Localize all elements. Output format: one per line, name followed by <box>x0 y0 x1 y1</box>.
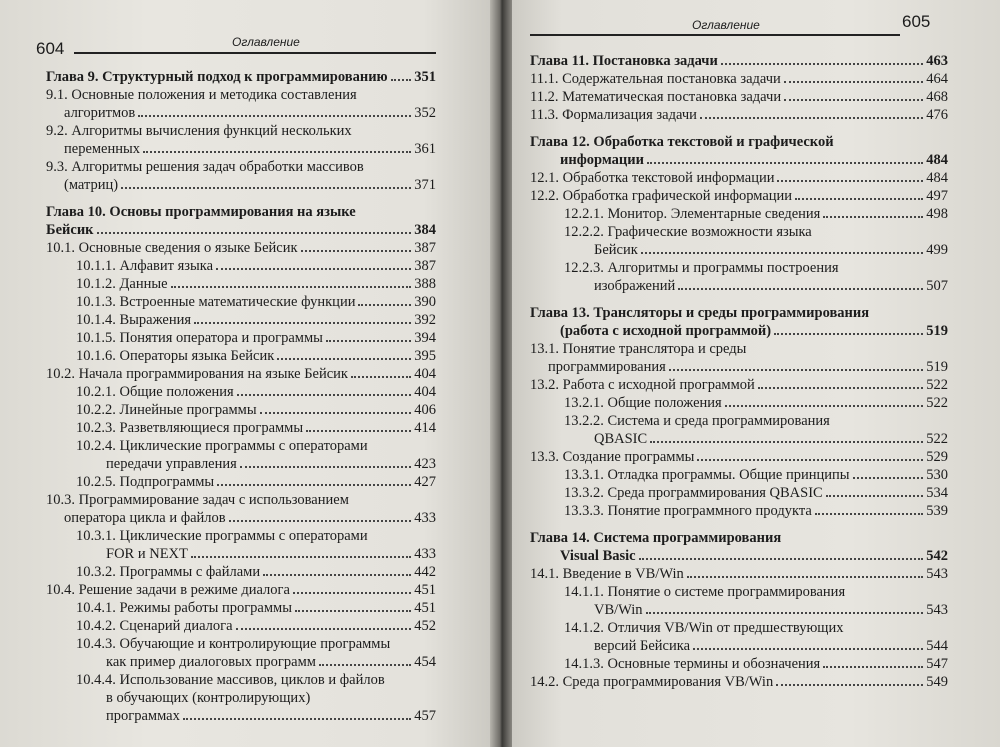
toc-entry <box>46 653 436 671</box>
toc-entry <box>530 601 948 619</box>
toc-page-number: 544 <box>926 638 948 654</box>
toc-entry <box>46 293 436 311</box>
toc-entry <box>530 241 948 259</box>
table-of-contents <box>46 68 436 725</box>
dot-leader <box>391 79 412 81</box>
toc-page-number: 390 <box>414 294 436 310</box>
toc-page-number: 423 <box>414 456 436 472</box>
toc-entry-title: программирования <box>548 359 666 375</box>
toc-entry-title: 10.2.2. Линейные программы <box>76 402 257 418</box>
toc-entry-title: 9.3. Алгоритмы решения задач обработки массивов <box>46 159 364 175</box>
toc-entry-title: 10.4.3. Обучающие и контролирующие программы <box>76 636 391 652</box>
toc-entry <box>530 340 948 358</box>
toc-page-number: 539 <box>926 503 948 519</box>
dot-leader <box>237 394 412 396</box>
toc-entry-title: Бейсик <box>46 222 94 238</box>
toc-entry <box>530 169 948 187</box>
toc-entry-title: 10.2.4. Циклические программы с операторами <box>76 438 368 454</box>
toc-page-number: 476 <box>926 107 948 123</box>
toc-entry <box>46 221 436 239</box>
toc-page-number: 406 <box>414 402 436 418</box>
toc-entry <box>530 376 948 394</box>
dot-leader <box>647 162 923 164</box>
toc-entry-title: 10.1.3. Встроенные математические функции <box>76 294 356 310</box>
toc-entry-title: 11.1. Содержательная постановка задачи <box>530 71 781 87</box>
toc-entry-title: 10.3.1. Циклические программы с операторами <box>76 528 368 544</box>
page-number: 604 <box>36 39 65 58</box>
toc-page-number: 484 <box>926 152 948 168</box>
toc-page-number: 534 <box>926 485 948 501</box>
toc-page-number: 414 <box>414 420 436 436</box>
dot-leader <box>693 648 923 650</box>
toc-entry <box>46 635 436 653</box>
dot-leader <box>306 430 411 432</box>
dot-leader <box>138 115 411 117</box>
toc-page-number: 392 <box>414 312 436 328</box>
dot-leader <box>326 340 411 342</box>
toc-entry-title: 10.3. Программирование задач с использованием <box>46 492 349 508</box>
toc-entry-title: как пример диалоговых программ <box>106 654 316 670</box>
toc-page-number: 522 <box>926 431 948 447</box>
toc-page-number: 468 <box>926 89 948 105</box>
dot-leader <box>678 288 923 290</box>
toc-page-number: 433 <box>414 510 436 526</box>
toc-entry <box>46 122 436 140</box>
dot-leader <box>295 610 411 612</box>
toc-entry <box>46 473 436 491</box>
dot-leader <box>191 556 411 558</box>
toc-entry <box>530 304 948 322</box>
toc-page-number: 427 <box>414 474 436 490</box>
toc-entry-title: 10.2. Начала программирования на языке Бейсик <box>46 366 348 382</box>
toc-page-number: 394 <box>414 330 436 346</box>
toc-entry-title: информации <box>560 152 644 168</box>
toc-entry-title: 10.4. Решение задачи в режиме диалога <box>46 582 290 598</box>
toc-entry <box>530 394 948 412</box>
dot-leader <box>776 684 923 686</box>
dot-leader <box>236 628 412 630</box>
toc-entry <box>46 509 436 527</box>
toc-entry <box>46 239 436 257</box>
toc-page-number: 463 <box>926 53 948 69</box>
toc-entry-title: изображений <box>594 278 676 294</box>
dot-leader <box>143 151 411 153</box>
toc-entry-title: 10.4.1. Режимы работы программы <box>76 600 292 616</box>
toc-entry <box>46 545 436 563</box>
toc-entry-title: передачи управления <box>106 456 237 472</box>
toc-entry <box>530 619 948 637</box>
dot-leader <box>646 612 924 614</box>
toc-page-number: 542 <box>926 548 948 564</box>
toc-page-number: 384 <box>414 222 436 238</box>
toc-entry <box>46 455 436 473</box>
dot-leader <box>687 576 924 578</box>
toc-entry-title: 10.4.4. Использование массивов, циклов и файлов <box>76 672 385 688</box>
toc-entry-title: 13.3. Создание программы <box>530 449 695 465</box>
dot-leader <box>697 459 923 461</box>
toc-entry-title: 11.2. Математическая постановка задачи <box>530 89 782 105</box>
toc-entry <box>46 563 436 581</box>
toc-entry <box>46 365 436 383</box>
toc-entry-title: Глава 14. Система программирования <box>530 530 782 546</box>
toc-entry <box>46 581 436 599</box>
toc-entry <box>46 68 436 86</box>
toc-page-number: 387 <box>414 258 436 274</box>
toc-entry <box>530 358 948 376</box>
dot-leader <box>725 405 924 407</box>
toc-entry-title: переменных <box>64 141 141 157</box>
page-number: 605 <box>902 12 931 31</box>
toc-entry <box>46 203 436 221</box>
header-rule <box>74 52 436 54</box>
toc-entry-title: 14.1.3. Основные термины и обозначения <box>564 656 821 672</box>
running-title: Оглавление <box>692 18 760 32</box>
dot-leader <box>358 304 411 306</box>
toc-entry-title: 12.2.2. Графические возможности языка <box>564 224 812 240</box>
toc-entry <box>46 617 436 635</box>
toc-page-number: 519 <box>926 323 948 339</box>
toc-entry-title: 9.1. Основные положения и методика составления <box>46 87 357 103</box>
toc-entry <box>530 466 948 484</box>
toc-page-number: 530 <box>926 467 948 483</box>
table-of-contents <box>530 52 948 691</box>
dot-leader <box>263 574 411 576</box>
toc-entry-title: 10.1.4. Выражения <box>76 312 192 328</box>
dot-leader <box>319 664 411 666</box>
toc-entry <box>530 259 948 277</box>
toc-entry <box>530 106 948 124</box>
toc-entry <box>46 86 436 104</box>
toc-entry <box>46 437 436 455</box>
toc-page-number: 547 <box>926 656 948 672</box>
toc-entry <box>46 689 436 707</box>
toc-entry <box>530 529 948 547</box>
toc-entry <box>46 329 436 347</box>
toc-entry <box>46 383 436 401</box>
dot-leader <box>784 99 923 101</box>
toc-entry-title: Глава 10. Основы программирования на языке <box>46 204 356 220</box>
toc-page-number: 543 <box>926 566 948 582</box>
toc-page-number: 451 <box>414 600 436 616</box>
dot-leader <box>784 81 923 83</box>
toc-entry-title: 10.3.2. Программы с файлами <box>76 564 261 580</box>
toc-entry <box>530 412 948 430</box>
toc-entry-title: 12.2.3. Алгоритмы и программы построения <box>564 260 839 276</box>
toc-entry <box>46 419 436 437</box>
toc-entry <box>530 448 948 466</box>
toc-entry <box>530 205 948 223</box>
toc-entry-title: 10.1. Основные сведения о языке Бейсик <box>46 240 298 256</box>
dot-leader <box>823 216 923 218</box>
toc-page-number: 352 <box>414 105 436 121</box>
toc-entry <box>530 322 948 340</box>
dot-leader <box>823 666 923 668</box>
dot-leader <box>229 520 412 522</box>
dot-leader <box>815 513 923 515</box>
dot-leader <box>777 180 923 182</box>
toc-entry <box>530 430 948 448</box>
toc-page-number: 498 <box>926 206 948 222</box>
toc-entry <box>530 52 948 70</box>
toc-entry <box>530 187 948 205</box>
toc-page-number: 497 <box>926 188 948 204</box>
toc-entry-title: 12.2. Обработка графической информации <box>530 188 793 204</box>
toc-page-number: 522 <box>926 377 948 393</box>
toc-page-number: 371 <box>414 177 436 193</box>
toc-entry <box>46 347 436 365</box>
toc-entry-title: 9.2. Алгоритмы вычисления функций нескольких <box>46 123 352 139</box>
toc-entry-title: 10.2.5. Подпрограммы <box>76 474 215 490</box>
toc-page-number: 404 <box>414 366 436 382</box>
dot-leader <box>171 286 412 288</box>
dot-leader <box>795 198 923 200</box>
dot-leader <box>721 63 923 65</box>
toc-entry-title: 13.2.2. Система и среда программирования <box>564 413 830 429</box>
toc-entry-title: FOR и NEXT <box>106 546 188 562</box>
toc-entry-title: (работа с исходной программой) <box>560 323 772 339</box>
toc-page-number: 351 <box>414 69 436 85</box>
toc-entry <box>530 583 948 601</box>
dot-leader <box>641 252 923 254</box>
book-spine <box>490 0 512 747</box>
header-rule <box>530 34 900 36</box>
toc-entry-title: (матриц) <box>64 177 119 193</box>
toc-entry <box>530 547 948 565</box>
dot-leader <box>774 333 923 335</box>
dot-leader <box>240 466 411 468</box>
toc-entry <box>46 158 436 176</box>
toc-entry <box>530 133 948 151</box>
toc-entry-title: 10.1.2. Данные <box>76 276 168 292</box>
dot-leader <box>216 268 411 270</box>
toc-entry-title: Глава 11. Постановка задачи <box>530 53 718 69</box>
toc-page-number: 549 <box>926 674 948 690</box>
toc-entry-title: 11.3. Формализация задачи <box>530 107 697 123</box>
toc-entry-title: 13.2.1. Общие положения <box>564 395 722 411</box>
toc-entry <box>46 140 436 158</box>
toc-entry-title: программах <box>106 708 180 724</box>
dot-leader <box>97 232 412 234</box>
toc-entry <box>530 484 948 502</box>
toc-entry-title: 10.1.1. Алфавит языка <box>76 258 214 274</box>
toc-entry-title: 10.2.1. Общие положения <box>76 384 234 400</box>
toc-entry <box>530 565 948 583</box>
toc-page-number: 452 <box>414 618 436 634</box>
dot-leader <box>758 387 923 389</box>
toc-page-number: 543 <box>926 602 948 618</box>
toc-entry-title: Visual Basic <box>560 548 636 564</box>
toc-entry <box>530 88 948 106</box>
dot-leader <box>700 117 923 119</box>
dot-leader <box>650 441 923 443</box>
toc-entry-title: QBASIC <box>594 431 648 447</box>
toc-entry-title: в обучающих (контролирующих) <box>106 690 311 706</box>
toc-entry-title: Бейсик <box>594 242 638 258</box>
toc-entry <box>530 277 948 295</box>
toc-entry-title: версий Бейсика <box>594 638 691 654</box>
toc-entry <box>46 401 436 419</box>
toc-entry-title: 10.1.5. Понятия оператора и программы <box>76 330 323 346</box>
dot-leader <box>277 358 411 360</box>
toc-entry-title: Глава 13. Трансляторы и среды программирования <box>530 305 870 321</box>
toc-entry <box>46 491 436 509</box>
toc-entry-title: 14.2. Среда программирования VB/Win <box>530 674 774 690</box>
dot-leader <box>121 187 411 189</box>
toc-page-number: 519 <box>926 359 948 375</box>
toc-entry <box>46 707 436 725</box>
dot-leader <box>183 718 411 720</box>
toc-page-number: 457 <box>414 708 436 724</box>
dot-leader <box>639 558 924 560</box>
toc-entry <box>46 599 436 617</box>
toc-page-number: 499 <box>926 242 948 258</box>
toc-page-number: 404 <box>414 384 436 400</box>
toc-entry-title: 10.2.3. Разветвляющиеся программы <box>76 420 304 436</box>
toc-entry <box>46 311 436 329</box>
toc-entry-title: Глава 9. Структурный подход к программированию <box>46 69 388 85</box>
toc-entry-title: 10.4.2. Сценарий диалога <box>76 618 233 634</box>
toc-entry <box>530 655 948 673</box>
toc-entry-title: 13.3.3. Понятие программного продукта <box>564 503 812 519</box>
toc-entry <box>46 275 436 293</box>
toc-page-number: 522 <box>926 395 948 411</box>
toc-entry <box>530 673 948 691</box>
toc-entry <box>530 151 948 169</box>
toc-entry <box>530 502 948 520</box>
toc-page-number: 387 <box>414 240 436 256</box>
toc-entry-title: 14.1. Введение в VB/Win <box>530 566 684 582</box>
right-page <box>502 0 1000 747</box>
toc-entry <box>46 176 436 194</box>
toc-entry-title: 13.2. Работа с исходной программой <box>530 377 755 393</box>
toc-entry-title: VB/Win <box>594 602 643 618</box>
dot-leader <box>669 369 923 371</box>
toc-entry <box>46 257 436 275</box>
toc-page-number: 388 <box>414 276 436 292</box>
toc-entry <box>46 671 436 689</box>
toc-page-number: 395 <box>414 348 436 364</box>
left-page <box>0 0 498 747</box>
toc-entry-title: 14.1.1. Понятие о системе программирования <box>564 584 846 600</box>
toc-entry-title: 13.1. Понятие транслятора и среды <box>530 341 747 357</box>
toc-entry-title: 14.1.2. Отличия VB/Win от предшествующих <box>564 620 844 636</box>
toc-entry <box>46 104 436 122</box>
toc-entry-title: 13.3.2. Среда программирования QBASIC <box>564 485 823 501</box>
toc-entry <box>530 223 948 241</box>
dot-leader <box>293 592 411 594</box>
toc-entry-title: 12.1. Обработка текстовой информации <box>530 170 775 186</box>
toc-entry-title: 13.3.1. Отладка программы. Общие принципы <box>564 467 850 483</box>
toc-page-number: 507 <box>926 278 948 294</box>
toc-page-number: 454 <box>414 654 436 670</box>
toc-entry-title: Глава 12. Обработка текстовой и графической <box>530 134 834 150</box>
toc-page-number: 451 <box>414 582 436 598</box>
dot-leader <box>826 495 924 497</box>
toc-page-number: 529 <box>926 449 948 465</box>
running-title: Оглавление <box>232 35 300 49</box>
dot-leader <box>853 477 924 479</box>
toc-entry <box>530 70 948 88</box>
toc-page-number: 442 <box>414 564 436 580</box>
toc-page-number: 433 <box>414 546 436 562</box>
toc-entry-title: 10.1.6. Операторы языка Бейсик <box>76 348 275 364</box>
dot-leader <box>260 412 412 414</box>
toc-entry-title: оператора цикла и файлов <box>64 510 226 526</box>
dot-leader <box>217 484 411 486</box>
dot-leader <box>194 322 411 324</box>
dot-leader <box>351 376 411 378</box>
dot-leader <box>301 250 412 252</box>
toc-page-number: 361 <box>414 141 436 157</box>
toc-page-number: 464 <box>926 71 948 87</box>
toc-entry <box>46 527 436 545</box>
toc-entry-title: алгоритмов <box>64 105 136 121</box>
toc-entry-title: 12.2.1. Монитор. Элементарные сведения <box>564 206 821 222</box>
toc-entry <box>530 637 948 655</box>
toc-page-number: 484 <box>926 170 948 186</box>
